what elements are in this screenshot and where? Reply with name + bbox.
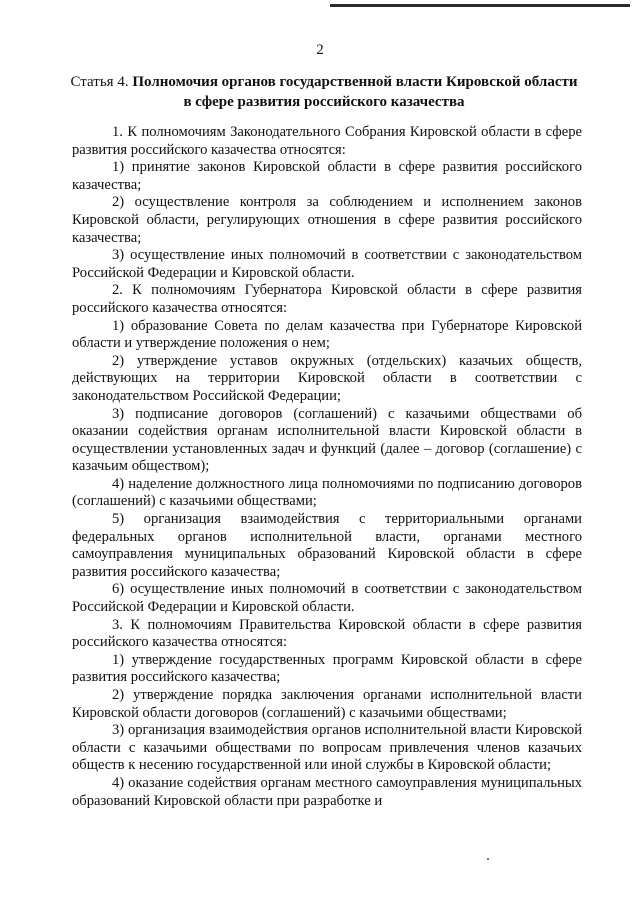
scan-edge-line [330, 4, 630, 7]
article-title: Полномочия органов государственной власти Кировской области в сфере развития российского казачества [132, 74, 578, 110]
paragraph: 2) осуществление контроля за соблюдением и исполнением законов Кировской области, регулирующих отношения в сфере развития российского казачества; [72, 194, 582, 246]
paragraph: 6) осуществление иных полномочий в соответствии с законодательством Российской Федерации и Кировской области. [72, 581, 582, 616]
paragraph: 4) наделение должностного лица полномочиями по подписанию договоров (соглашений) с казачьими обществами; [72, 475, 582, 510]
paragraph: 2. К полномочиям Губернатора Кировской области в сфере развития российского казачества относятся: [72, 282, 582, 316]
paragraph: 2) утверждение порядка заключения органами исполнительной власти Кировской области договоров (соглашений) с казачьими обществами; [72, 687, 582, 721]
article-body [72, 124, 582, 810]
paragraph: 1) принятие законов Кировской области в сфере развития российского казачества; [72, 159, 582, 193]
paragraph: 2) утверждение уставов окружных (отдельских) казачьих обществ, действующих на территории Кировской области в соответствии с законодательством Российской Федерации; [72, 352, 582, 404]
paragraph: 3) подписание договоров (соглашений) с казачьими обществами об оказании содействия органам исполнительной власти Кировской области в осуществлении установленных задач и функций (далее – договор (соглашение) с казачьим обществом); [72, 405, 582, 475]
paragraph: 4) оказание содействия органам местного самоуправления муниципальных образований Кировской области при разработке и [72, 774, 582, 809]
paragraph: 3. К полномочиям Правительства Кировской области в сфере развития российского казачества относятся: [72, 616, 582, 651]
article-prefix: Статья 4. [70, 74, 133, 90]
paragraph: 3) организация взаимодействия органов исполнительной власти Кировской области с казачьими обществами по вопросам привлечения членов казачьих обществ к несению государственной или иной службы в Кировской области; [72, 722, 582, 774]
paragraph: 3) осуществление иных полномочий в соответствии с законодательством Российской Федерации и Кировской области. [72, 247, 582, 281]
page-number: 2 [316, 42, 324, 58]
paragraph: 1) образование Совета по делам казачества при Губернаторе Кировской области и утверждение положения о нем; [72, 317, 582, 352]
paragraph: 1) утверждение государственных программ Кировской области в сфере развития российского казачества; [72, 651, 582, 686]
article-heading [70, 72, 578, 112]
paragraph: 5) организация взаимодействия с территориальными органами федеральных органов исполнительной власти, органами местного самоуправления муниципальных образований Кировской области в сфере развития российского казачества; [72, 511, 582, 580]
paragraph: 1. К полномочиям Законодательного Собрания Кировской области в сфере развития российского казачества относятся: [72, 124, 582, 158]
scan-speck [487, 858, 489, 860]
